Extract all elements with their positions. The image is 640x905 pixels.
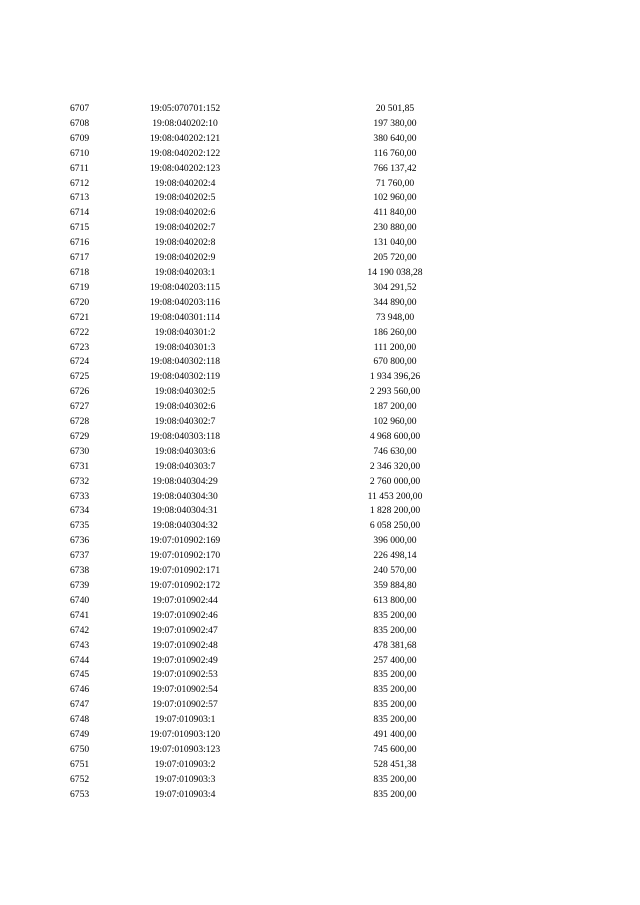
table-row [60,624,460,639]
row-number: 6738 [70,565,90,577]
cadastral-number: 19:08:040202:9 [154,252,216,264]
cadastral-number: 19:07:010902:49 [152,654,218,666]
amount-value: 6 058 250,00 [369,520,421,532]
table-row [60,132,460,147]
row-number: 6724 [70,356,90,368]
table-row [60,475,460,490]
row-number: 6719 [70,281,90,293]
amount-value: 2 293 560,00 [369,386,421,398]
cadastral-number: 19:07:010902:169 [149,535,221,547]
row-number: 6726 [70,386,90,398]
cadastral-number: 19:07:010903:123 [149,743,221,755]
row-number: 6732 [70,475,90,487]
cadastral-number: 19:08:040202:8 [154,237,216,249]
row-number: 6710 [70,147,90,159]
amount-value: 746 630,00 [373,445,417,457]
cadastral-number: 19:07:010902:172 [149,580,221,591]
cadastral-number: 19:07:010903:120 [149,729,221,741]
amount-value: 1 934 396,26 [369,371,421,383]
table-row [60,236,460,251]
amount-value: 304 291,52 [373,281,417,293]
row-number: 6742 [70,624,90,636]
cadastral-number: 19:08:040202:4 [154,177,216,189]
amount-value: 835 200,00 [373,699,417,711]
amount-value: 187 200,00 [373,401,417,413]
row-number: 6740 [70,594,90,606]
cadastral-number: 19:08:040203:115 [150,281,220,293]
amount-value: 745 600,00 [373,743,417,755]
cadastral-number: 19:08:040301:114 [150,311,220,323]
table-row [60,519,460,534]
row-number: 6752 [70,773,90,785]
table-row [60,460,460,475]
table-row [60,713,460,728]
amount-value: 835 200,00 [373,684,417,696]
row-number: 6729 [70,430,90,442]
row-number: 6716 [70,237,90,249]
row-number: 6707 [70,103,90,114]
cadastral-number: 19:08:040301:3 [154,341,216,353]
table-row [60,206,460,221]
cadastral-number: 19:08:040203:1 [154,266,216,278]
cadastral-number: 19:05:070701:152 [149,103,221,114]
amount-value: 766 137,42 [373,162,417,174]
row-number: 6751 [70,758,90,770]
cadastral-number: 19:08:040304:31 [152,505,218,517]
row-number: 6718 [70,266,90,278]
row-number: 6741 [70,609,90,621]
cadastral-number: 19:08:040202:10 [152,117,218,129]
amount-value: 380 640,00 [373,132,417,144]
amount-value: 835 200,00 [373,788,417,800]
row-number: 6734 [70,505,90,517]
cadastral-number: 19:08:040202:6 [154,207,216,219]
table-row [60,102,460,117]
table-row [60,639,460,654]
cadastral-number: 19:08:040203:116 [150,296,220,308]
amount-value: 835 200,00 [373,669,417,681]
table-row [60,177,460,192]
row-number: 6733 [70,490,90,502]
data-table [60,102,460,803]
table-row [60,385,460,400]
row-number: 6723 [70,341,90,353]
cadastral-number: 19:07:010902:44 [152,594,218,606]
amount-value: 111 200,00 [373,341,417,353]
cadastral-number: 19:07:010902:54 [152,684,218,696]
table-row [60,788,460,803]
amount-value: 835 200,00 [373,714,417,726]
cadastral-number: 19:08:040303:7 [154,460,216,472]
table-row [60,654,460,669]
row-number: 6711 [70,162,89,174]
table-row [60,147,460,162]
amount-value: 186 260,00 [373,326,417,338]
cadastral-number: 19:08:040302:119 [150,371,220,383]
cadastral-number: 19:07:010902:46 [152,609,218,621]
table-row [60,296,460,311]
amount-value: 102 960,00 [373,192,417,204]
cadastral-number: 19:08:040303:118 [150,430,220,442]
row-number: 6717 [70,252,90,264]
amount-value: 71 760,00 [375,177,415,189]
cadastral-number: 19:08:040303:6 [154,445,216,457]
cadastral-number: 19:08:040304:32 [152,520,218,532]
amount-value: 116 760,00 [373,147,417,159]
amount-value: 11 453 200,00 [367,490,423,502]
row-number: 6748 [70,714,90,726]
amount-value: 613 800,00 [373,594,417,606]
row-number: 6745 [70,669,90,681]
amount-value: 1 828 200,00 [369,505,421,517]
table-row [60,355,460,370]
table-row [60,370,460,385]
table-row [60,341,460,356]
row-number: 6708 [70,117,90,129]
cadastral-number: 19:07:010902:170 [149,550,221,562]
row-number: 6744 [70,654,90,666]
row-number: 6736 [70,535,90,547]
cadastral-number: 19:08:040301:2 [154,326,216,338]
cadastral-number: 19:08:040302:118 [150,356,220,368]
row-number: 6731 [70,460,90,472]
amount-value: 491 400,00 [373,729,417,741]
table-row [60,281,460,296]
cadastral-number: 19:07:010903:2 [154,758,216,770]
cadastral-number: 19:07:010902:171 [149,565,221,577]
table-row [60,743,460,758]
amount-value: 240 570,00 [373,565,417,577]
table-row [60,683,460,698]
amount-value: 359 884,80 [373,580,417,591]
cadastral-number: 19:07:010903:3 [154,773,216,785]
table-row [60,191,460,206]
table-row [60,594,460,609]
table-row [60,430,460,445]
amount-value: 230 880,00 [373,222,417,234]
amount-value: 478 381,68 [373,639,417,651]
row-number: 6712 [70,177,90,189]
row-number: 6739 [70,580,90,591]
row-number: 6720 [70,296,90,308]
table-row [60,162,460,177]
table-row [60,266,460,281]
row-number: 6753 [70,788,90,800]
cadastral-number: 19:07:010902:47 [152,624,218,636]
amount-value: 2 346 320,00 [369,460,421,472]
row-number: 6749 [70,729,90,741]
row-number: 6743 [70,639,90,651]
amount-value: 4 968 600,00 [369,430,421,442]
table-row [60,221,460,236]
row-number: 6746 [70,684,90,696]
cadastral-number: 19:08:040202:121 [149,132,221,144]
amount-value: 835 200,00 [373,609,417,621]
cadastral-number: 19:07:010902:53 [152,669,218,681]
table-row [60,773,460,788]
table-row [60,445,460,460]
amount-value: 2 760 000,00 [369,475,421,487]
amount-value: 835 200,00 [373,773,417,785]
table-row [60,504,460,519]
amount-value: 226 498,14 [373,550,417,562]
row-number: 6728 [70,416,90,428]
amount-value: 102 960,00 [373,416,417,428]
cadastral-number: 19:08:040202:7 [154,222,216,234]
cadastral-number: 19:08:040202:122 [149,147,221,159]
cadastral-number: 19:08:040202:123 [149,162,221,174]
table-row [60,758,460,773]
amount-value: 14 190 038,28 [367,266,423,278]
row-number: 6725 [70,371,90,383]
cadastral-number: 19:07:010902:48 [152,639,218,651]
table-row [60,609,460,624]
row-number: 6750 [70,743,90,755]
cadastral-number: 19:08:040302:5 [154,386,216,398]
amount-value: 835 200,00 [373,624,417,636]
table-row [60,564,460,579]
cadastral-number: 19:08:040302:7 [154,416,216,428]
table-row [60,579,460,594]
cadastral-number: 19:07:010903:4 [154,788,216,800]
row-number: 6722 [70,326,90,338]
table-row [60,698,460,713]
row-number: 6714 [70,207,90,219]
cadastral-number: 19:08:040304:30 [152,490,218,502]
table-row [60,311,460,326]
amount-value: 396 000,00 [373,535,417,547]
cadastral-number: 19:08:040302:6 [154,401,216,413]
table-row [60,549,460,564]
table-row [60,490,460,505]
amount-value: 411 840,00 [373,207,417,219]
amount-value: 670 800,00 [373,356,417,368]
row-number: 6721 [70,311,90,323]
table-row [60,668,460,683]
table-row [60,251,460,266]
row-number: 6735 [70,520,90,532]
amount-value: 20 501,85 [375,103,415,114]
cadastral-number: 19:07:010902:57 [152,699,218,711]
amount-value: 528 451,38 [373,758,417,770]
row-number: 6730 [70,445,90,457]
cadastral-number: 19:08:040202:5 [154,192,216,204]
amount-value: 73 948,00 [375,311,415,323]
table-row [60,326,460,341]
table-row [60,117,460,132]
table-row [60,728,460,743]
amount-value: 257 400,00 [373,654,417,666]
row-number: 6747 [70,699,90,711]
amount-value: 131 040,00 [373,237,417,249]
row-number: 6713 [70,192,90,204]
amount-value: 197 380,00 [373,117,417,129]
table-row [60,415,460,430]
cadastral-number: 19:08:040304:29 [152,475,218,487]
table-row [60,534,460,549]
row-number: 6737 [70,550,90,562]
table-row [60,400,460,415]
cadastral-number: 19:07:010903:1 [154,714,216,726]
row-number: 6715 [70,222,90,234]
row-number: 6709 [70,132,90,144]
row-number: 6727 [70,401,90,413]
amount-value: 205 720,00 [373,252,417,264]
amount-value: 344 890,00 [373,296,417,308]
